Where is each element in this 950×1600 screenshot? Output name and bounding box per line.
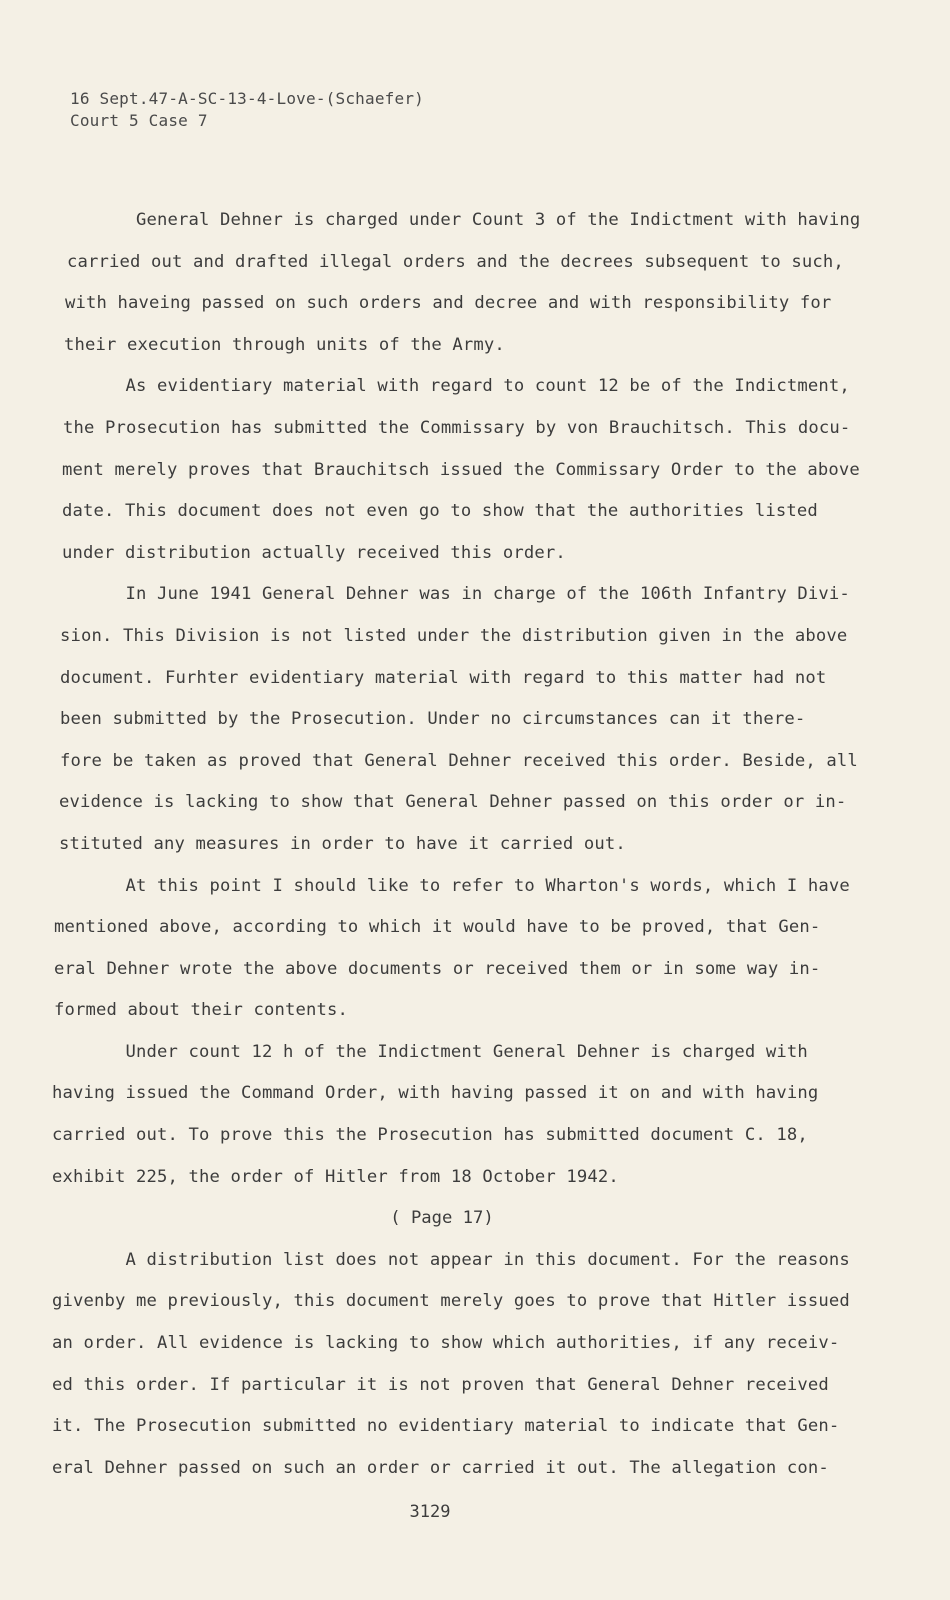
text-line: having issued the Command Order, with having passed it on and with having	[52, 1083, 819, 1104]
paragraph-5	[52, 1032, 852, 1198]
page-marker: ( Page 17)	[390, 1208, 494, 1229]
text-line: their execution through units of the Army.	[64, 334, 505, 355]
text-line: date. This document does not even go to show that the authorities listed	[62, 501, 818, 522]
text-line: sion. This Division is not listed under the distribution given in the above	[60, 625, 848, 646]
text-line: exhibit 225, the order of Hitler from 18 October 1942.	[52, 1166, 619, 1187]
document-header	[70, 88, 424, 132]
paragraph-6	[52, 1240, 852, 1490]
text-line: givenby me previously, this document merely goes to prove that Hitler issued	[52, 1291, 850, 1312]
text-line: it. The Prosecution submitted no evidentiary material to indicate that Gen-	[52, 1416, 840, 1437]
paragraph-4	[52, 866, 852, 1032]
text-line: stituted any measures in order to have it carried out.	[59, 833, 626, 854]
text-line: As evidentiary material with regard to count 12 be of the Indictment,	[52, 376, 850, 397]
text-line: At this point I should like to refer to Wharton's words, which I have	[52, 875, 850, 896]
header-reference-line: 16 Sept.47-A-SC-13-4-Love-(Schaefer)	[70, 89, 424, 108]
text-line: with haveing passed on such orders and decree and with responsibility for	[65, 293, 832, 314]
text-line: General Dehner is charged under Count 3 of the Indictment with having	[52, 210, 861, 230]
paragraph-3	[52, 574, 858, 865]
text-line: Under count 12 h of the Indictment General Dehner is charged with	[52, 1041, 808, 1062]
text-line: under distribution actually received this order.	[62, 542, 566, 563]
text-line: document. Furhter evidentiary material with regard to this matter had not	[60, 667, 827, 688]
text-line: fore be taken as proved that General Dehner received this order. Beside, all	[60, 750, 858, 771]
paragraph-2	[52, 366, 860, 574]
document-body	[52, 200, 861, 1489]
text-line: eral Dehner wrote the above documents or received them or in some way in-	[54, 958, 821, 979]
text-line: eral Dehner passed on such an order or carried it out. The allegation con-	[52, 1457, 829, 1478]
text-line: A distribution list does not appear in this document. For the reasons	[52, 1249, 850, 1270]
paragraph-1	[52, 200, 861, 366]
text-line: carried out. To prove this the Prosecution has submitted document C. 18,	[52, 1125, 808, 1146]
text-line: been submitted by the Prosecution. Under no circumstances can it there-	[60, 709, 806, 730]
text-line: the Prosecution has submitted the Commissary by von Brauchitsch. This docu-	[63, 417, 851, 438]
text-line: ment merely proves that Brauchitsch issued the Commissary Order to the above	[62, 459, 860, 480]
text-line: an order. All evidence is lacking to show which authorities, if any receiv-	[52, 1333, 840, 1354]
header-court-line: Court 5 Case 7	[70, 111, 208, 130]
text-line: mentioned above, according to which it would have to be proved, that Gen-	[54, 917, 821, 938]
text-line: carried out and drafted illegal orders and the decrees subsequent to such,	[67, 251, 844, 272]
text-line: ed this order. If particular it is not proven that General Dehner received	[52, 1374, 829, 1395]
text-line: evidence is lacking to show that General Dehner passed on this order or in-	[59, 792, 847, 813]
page-number: 3129	[409, 1502, 451, 1522]
text-line: formed about their contents.	[54, 1000, 348, 1021]
text-line: In June 1941 General Dehner was in charge of the 106th Infantry Divi-	[52, 584, 850, 605]
